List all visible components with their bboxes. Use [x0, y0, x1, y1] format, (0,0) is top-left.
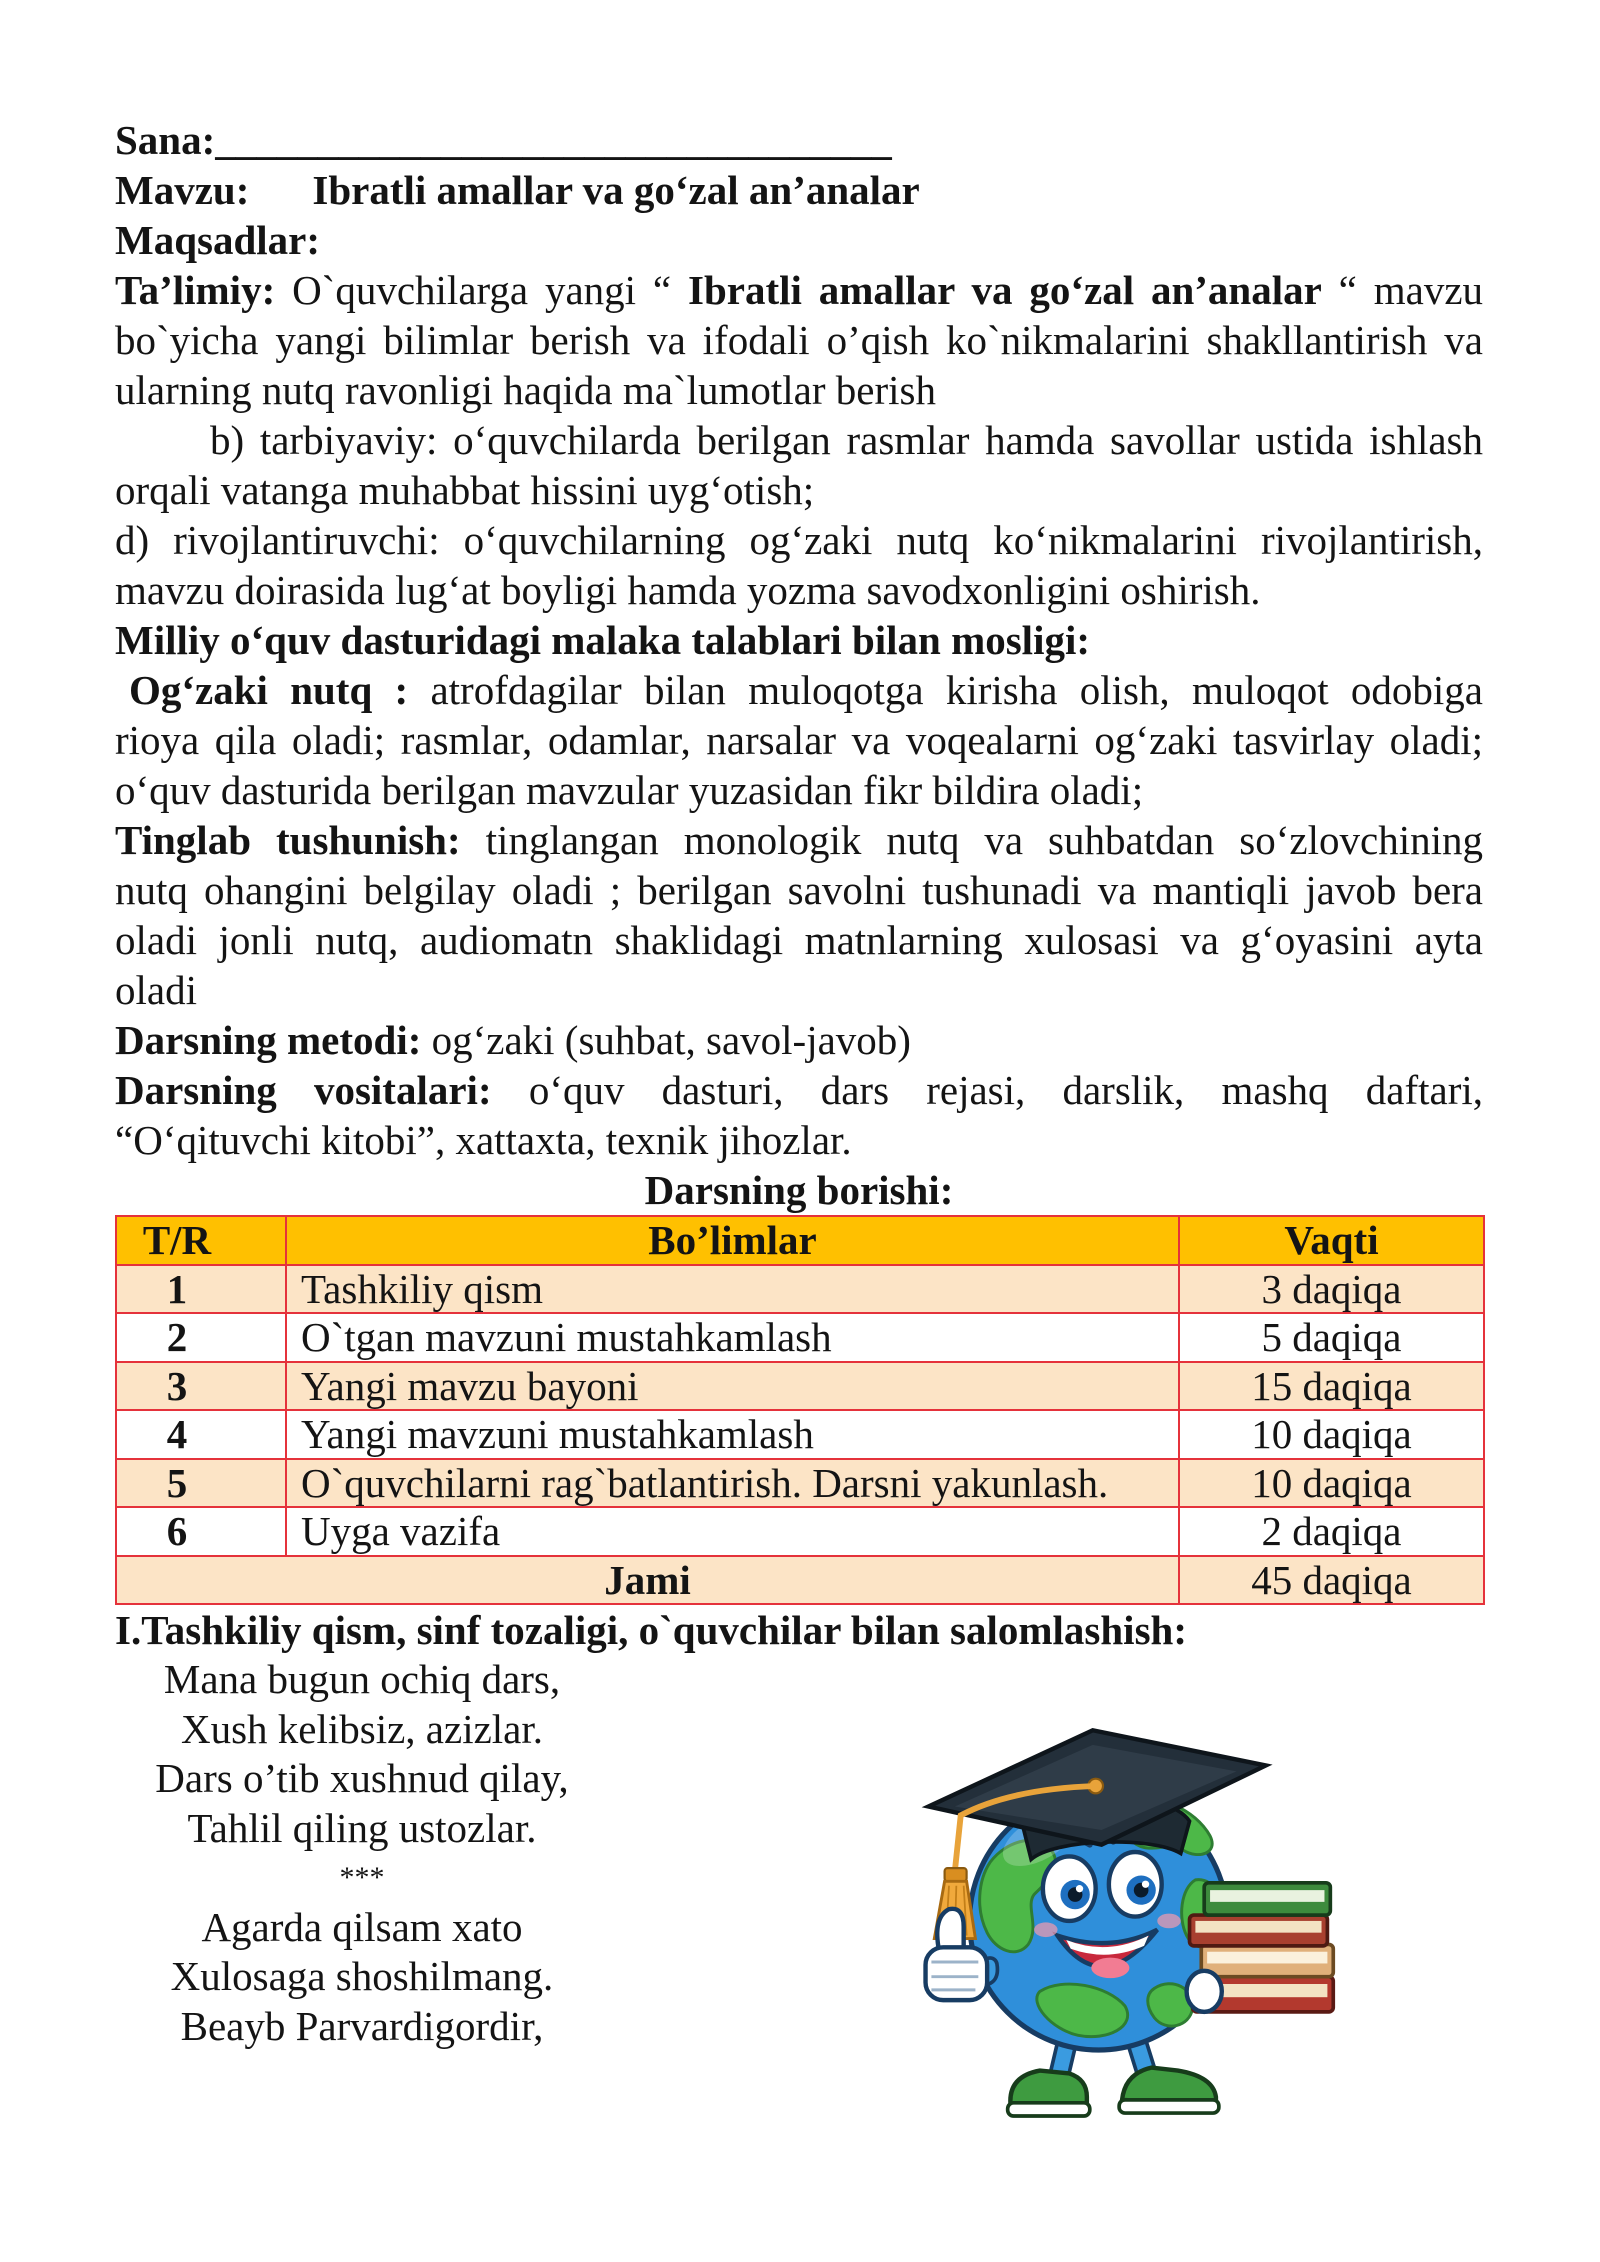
standards-heading: Milliy o‘quv dasturidagi malaka talablari bilan mosligi: — [115, 617, 1091, 663]
row-time: 15 daqiqa — [1179, 1362, 1484, 1411]
lesson-plan-heading: Darsning borishi: — [644, 1167, 954, 1213]
oral-speech-label: Og‘zaki nutq : — [129, 667, 409, 713]
goal-educational-intro: O`quvchilarga yangi “ — [275, 267, 688, 313]
goal-upbringing-line: orqali vatanga muhabbat hissini uyg‘otish; — [115, 467, 815, 513]
listening-label: Tinglab tushunish: — [115, 817, 461, 863]
row-number: 1 — [116, 1265, 286, 1314]
date-blank: _________________________________ — [215, 117, 892, 163]
row-section: Yangi mavzu bayoni — [286, 1362, 1179, 1411]
column-header: Vaqti — [1179, 1216, 1484, 1265]
poem-line: Xulosaga shoshilmang. — [170, 1953, 554, 1999]
tools-text: o‘quv dasturi, dars rejasi, darslik, mashq daftari, — [491, 1067, 1483, 1113]
listening-line — [115, 815, 1483, 865]
goal-developmental-line: d) rivojlantiruvchi: o‘quvchilarning og‘zaki nutq ko‘nikmalarini rivojlantirish, — [115, 517, 1483, 563]
goal-upbringing-line: b) tarbiyaviy: o‘quvchilarda berilgan rasmlar hamda savollar ustida ishlash — [210, 417, 1483, 463]
oral-speech-line: o‘quv dasturida berilgan mavzular yuzasidan fikr bildira oladi; — [115, 767, 1144, 813]
total-time: 45 daqiqa — [1179, 1556, 1484, 1605]
poem-line: Tahlil qiling ustozlar. — [187, 1804, 537, 1851]
row-time: 10 daqiqa — [1179, 1459, 1484, 1508]
goal-educational-line — [115, 265, 1483, 315]
listening-text: tinglangan monologik nutq va suhbatdan so‘zlovchining — [460, 817, 1483, 863]
row-time: 3 daqiqa — [1179, 1265, 1484, 1314]
total-label: Jami — [116, 1556, 1179, 1605]
row-section: Tashkiliy qism — [286, 1265, 1179, 1314]
table-row — [116, 1459, 1484, 1508]
mascot-shoes — [1008, 2068, 1219, 2116]
goal-educational-line: ularning nutq ravonligi haqida ma`lumotlar berish — [115, 367, 936, 413]
row-section: O`tgan mavzuni mustahkamlash — [286, 1313, 1179, 1362]
table-row — [116, 1313, 1484, 1362]
row-number: 2 — [116, 1313, 286, 1362]
method-line — [115, 1015, 1483, 1065]
goal-developmental-line: mavzu doirasida lug‘at boyligi hamda yozma savodxonligini oshirish. — [115, 567, 1261, 613]
graduation-cap-icon — [928, 1730, 1265, 1859]
poem-line: Mana bugun ochiq dars, — [163, 1656, 561, 1702]
row-section: Uyga vazifa — [286, 1507, 1179, 1556]
topic-title: Ibratli amallar va go‘zal an’analar — [312, 167, 920, 213]
table-row — [116, 1507, 1484, 1556]
poem-line: Beayb Parvardigordir, — [180, 2002, 544, 2049]
table-row — [116, 1362, 1484, 1411]
goal-educational-line: bo`yicha yangi bilimlar berish va ifodali o’qish ko`nikmalarini shakllantirish va — [115, 317, 1483, 363]
row-number: 4 — [116, 1410, 286, 1459]
goal-educational-label: Ta’limiy: — [115, 267, 276, 313]
column-header: Bo’limlar — [286, 1216, 1179, 1265]
goal-educational-after-topic: “ mavzu — [1321, 267, 1484, 313]
poem-line: Xush kelibsiz, azizlar. — [180, 1705, 544, 1752]
date-label: Sana: — [115, 117, 216, 163]
table-total-row — [116, 1556, 1484, 1605]
row-number: 3 — [116, 1362, 286, 1411]
row-time: 5 daqiqa — [1179, 1313, 1484, 1362]
table-row — [116, 1410, 1484, 1459]
goals-heading: Maqsadlar: — [115, 217, 320, 263]
books-stack-icon — [1187, 1883, 1334, 2012]
goal-educational-topic: Ibratli amallar va go‘zal an’analar — [688, 267, 1322, 313]
table-header-row — [116, 1216, 1484, 1265]
row-number: 6 — [116, 1507, 286, 1556]
poem-line: Dars o’tib xushnud qilay, — [155, 1755, 569, 1801]
lesson-plan-table — [115, 1215, 1485, 1605]
row-section: O`quvchilarni rag`batlantirish. Darsni yakunlash. — [286, 1459, 1179, 1508]
row-time: 10 daqiqa — [1179, 1410, 1484, 1459]
tools-line: “O‘qituvchi kitobi”, xattaxta, texnik jihozlar. — [115, 1117, 852, 1163]
poem-separator: *** — [339, 1861, 385, 1894]
table-row — [116, 1265, 1484, 1314]
listening-line: nutq ohangini belgilay oladi ; berilgan savolni tushunadi va mantiqli javob bera — [115, 867, 1483, 913]
method-text: og‘zaki (suhbat, savol-javob) — [421, 1017, 911, 1063]
oral-speech-line: rioya qila oladi; rasmlar, odamlar, narsalar va voqealarni og‘zaki tasvirlay oladi; — [115, 717, 1483, 763]
tools-line — [115, 1065, 1483, 1115]
topic-label: Mavzu: — [115, 167, 250, 213]
oral-speech-line — [115, 665, 1483, 715]
date-line — [115, 115, 1483, 165]
oral-speech-text: atrofdagilar bilan muloqotga kirisha olish, muloqot odobiga — [408, 667, 1483, 713]
listening-line: oladi jonli nutq, audiomatn shaklidagi matnlarning xulosasi va g‘oyasini ayta — [115, 917, 1483, 963]
topic-line — [115, 165, 1483, 215]
organizational-heading: I.Tashkiliy qism, sinf tozaligi, o`quvchilar bilan salomlashish: — [115, 1607, 1187, 1653]
row-number: 5 — [116, 1459, 286, 1508]
poem-line: Agarda qilsam xato — [201, 1903, 523, 1950]
welcome-poem — [115, 1655, 609, 2051]
listening-line: oladi — [115, 967, 197, 1013]
method-label: Darsning metodi: — [115, 1017, 422, 1063]
column-header: T/R — [116, 1216, 286, 1265]
row-time: 2 daqiqa — [1179, 1507, 1484, 1556]
row-section: Yangi mavzuni mustahkamlash — [286, 1410, 1179, 1459]
tools-label: Darsning vositalari: — [115, 1067, 492, 1113]
globe-graduate-mascot-icon — [905, 1698, 1345, 2138]
